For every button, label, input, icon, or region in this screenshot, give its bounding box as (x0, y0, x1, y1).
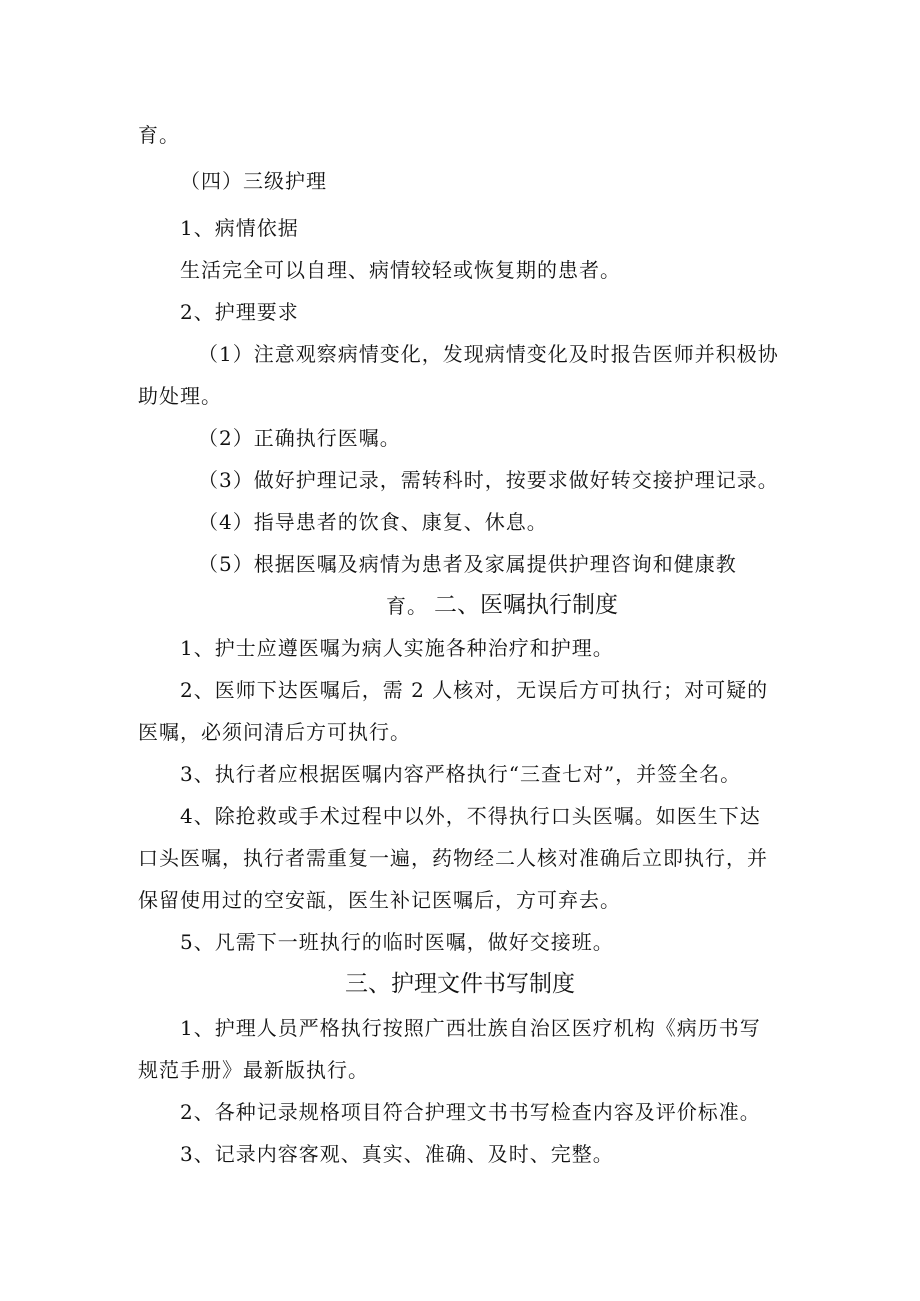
paragraph-line: 生活完全可以自理、病情较轻或恢复期的患者。 (180, 258, 621, 282)
paragraph-line: 2、各种记录规格项目符合护理文书书写检查内容及评价标准。 (180, 1100, 761, 1124)
paragraph-line: 2、医师下达医嘱后，需 2 人核对，无误后方可执行；对可疑的 (180, 678, 769, 702)
paragraph-line: 口头医嘱，执行者需重复一遍，药物经二人核对准确后立即执行，并 (138, 846, 768, 870)
paragraph-line: 3、执行者应根据医嘱内容严格执行“三查七对”，并签全名。 (180, 762, 742, 786)
list-item: （4）指导患者的饮食、康复、休息。 (198, 510, 548, 534)
list-item: （2）正确执行医嘱。 (198, 426, 401, 450)
paragraph-line: 育。 (386, 594, 428, 618)
paragraph-line: 育。 (138, 123, 180, 147)
paragraph-line: 1、护士应遵医嘱为病人实施各种治疗和护理。 (180, 636, 614, 660)
section-heading: 三、护理文件书写制度 (345, 971, 575, 997)
paragraph-line: 5、凡需下一班执行的临时医嘱，做好交接班。 (180, 930, 614, 954)
paragraph-line: 1、护理人员严格执行按照广西壮族自治区医疗机构《病历书写 (180, 1016, 761, 1040)
paragraph-line: 1、病情依据 (180, 216, 299, 240)
paragraph-line: 3、记录内容客观、真实、准确、及时、完整。 (180, 1142, 614, 1166)
paragraph-line: 保留使用过的空安瓿，医生补记医嘱后，方可弃去。 (138, 888, 621, 912)
section-heading: 二、医嘱执行制度 (434, 592, 618, 618)
paragraph-line: 4、除抢救或手术过程中以外，不得执行口头医嘱。如医生下达 (180, 804, 761, 828)
subsection-title: （四）三级护理 (180, 169, 327, 193)
list-item: （1）注意观察病情变化，发现病情变化及时报告医师并积极协 (198, 342, 779, 366)
list-item: （5）根据医嘱及病情为患者及家属提供护理咨询和健康教 (198, 552, 737, 576)
paragraph-line: 规范手册》最新版执行。 (138, 1058, 369, 1082)
list-item: 助处理。 (138, 384, 222, 408)
paragraph-line: 医嘱，必须问清后方可执行。 (138, 720, 411, 744)
paragraph-line: 2、护理要求 (180, 300, 299, 324)
list-item: （3）做好护理记录，需转科时，按要求做好转交接护理记录。 (198, 468, 779, 492)
